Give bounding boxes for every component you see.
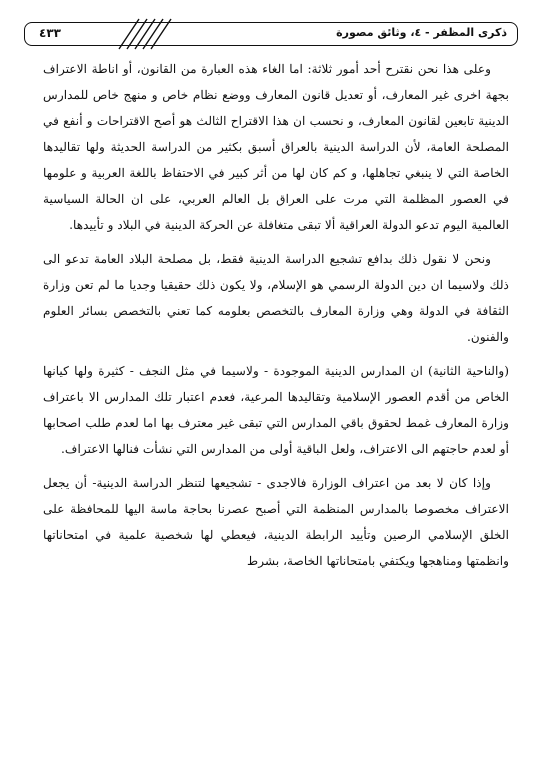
paragraph: ونحن لا نقول ذلك بدافع تشجيع الدراسة الدينية فقط، بل مصلحة البلاد العامة تدعو الى ذلك ولاسيما ان دين الدولة الرسمي هو الإسلام، ولا يكون ذلك حقيقيا وجديا ما لم تعن وزارة الثقافة في الدولة وهي وزارة المعارف بالتخصص بعلومه كما تعني بالتخصص بسائر العلوم والفنون. [43, 252, 509, 344]
paragraph: وإذا كان لا بعد من اعتراف الوزارة فالاجدى - تشجيعها لتنظر الدراسة الدينية- أن يجعل الاعتراف مخصوصا بالمدارس المنظمة التي أصبح عصرنا بحاجة ماسة اليها للمحافظة على الخلق الإسلامي الرصين وتأييد الرابطة الدينية، فيعطي لها شخصية علمية في امتحاناتها وانظمتها ومناهجها ويكتفي بامتحاناتها الخاصة، بشرط [43, 476, 509, 568]
page-number: ٤٣٣ [39, 26, 61, 40]
paragraph: وعلى هذا نحن نقترح أحد أمور ثلاثة: اما الغاء هذه العبارة من القانون، أو اناطة الاعتراف بجهة اخرى غير المعارف، أو تعديل قانون المعارف ووضع نظام خاص و منهج خاص للمدارس الدينية تابعين لقانون المعارف، و نحسب ان هذا الاقتراح الثالث هو أصح الاقتراحات و أنفع في المصلحة العامة، لأن الدراسة الدينية بالعراق أسبق بكثير من الدراسة الحديثة ولها تقاليدها الخاصة التي لا ينبغي تجاهلها، و كم كان لها من أثر كبير في الاحتفاظ باللغة العربية و علومها في العصور المظلمة التي مرت على العراق بل العالم العربي، على ان الحالة السياسية العالمية اليوم تدعو الدولة العراقية ألا تبقى متغافلة عن الحركة الدينية في البلاد و تأييدها. [43, 62, 509, 232]
decorative-slashes-icon [109, 17, 181, 51]
header-title: ذكرى المظفر - ٤، وثائق مصورة [336, 26, 507, 39]
paragraph: (والناحية الثانية) ان المدارس الدينية الموجودة - ولاسيما في مثل النجف - كثيرة ولها كيانها الخاص من أقدم العصور الإسلامية وتقاليدها المرعية، فعدم اعتبار تلك المدارس الا باعتراف وزارة المعارف غمط لحقوق باقي المدارس التي تبقى غير معترف بها اما لعدم طلب اصحابها أو لعدم حاجتهم الى الاعتراف، ولعل الباقية أولى من المدارس التي نشأت فنالها الاعتراف. [43, 364, 509, 456]
body-text [43, 56, 509, 582]
running-header [24, 22, 518, 46]
